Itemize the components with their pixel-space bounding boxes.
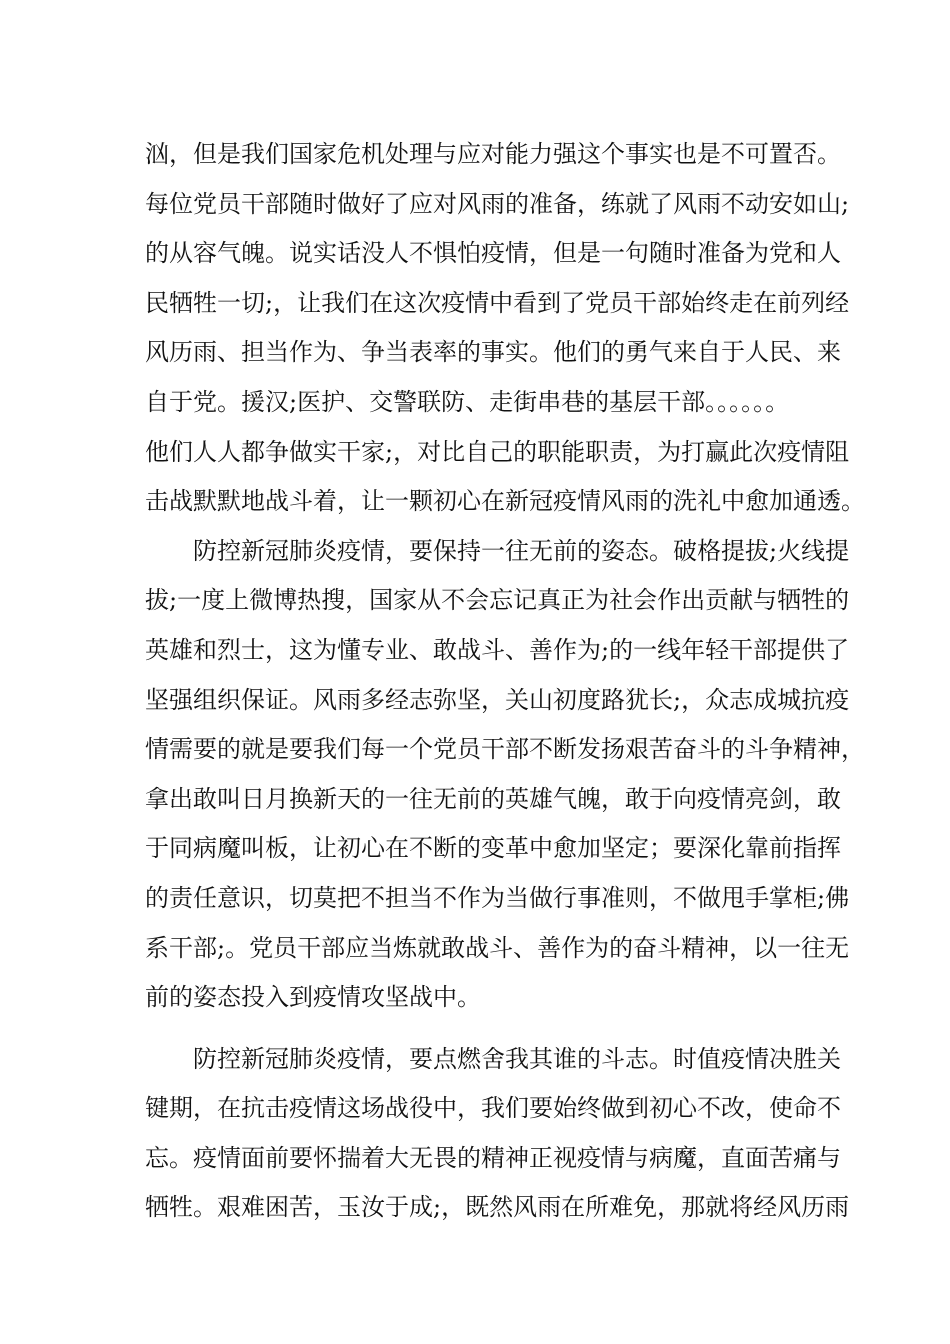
text-line: 情需要的就是要我们每一个党员干部不断发扬艰苦奋斗的斗争精神， bbox=[145, 735, 865, 764]
text-line: 防控新冠肺炎疫情，要点燃舍我其谁的斗志。时值疫情决胜关 bbox=[193, 1044, 841, 1073]
text-line: 于同病魔叫板，让初心在不断的变革中愈加坚定；要深化靠前指挥 bbox=[145, 834, 841, 863]
paragraph-2 bbox=[145, 527, 865, 1023]
text-line: 忘。疫情面前要怀揣着大无畏的精神正视疫情与病魔，直面苦痛与 bbox=[145, 1143, 841, 1172]
paragraph-1 bbox=[145, 130, 865, 527]
text-line: 汹，但是我们国家危机处理与应对能力强这个事实也是不可置否。 bbox=[145, 140, 841, 168]
text-line: 击战默默地战斗着，让一颗初心在新冠疫情风雨的洗礼中愈加通透。 bbox=[145, 487, 865, 516]
text-line: 键期，在抗击疫情这场战役中，我们要始终做到初心不改，使命不 bbox=[145, 1094, 841, 1123]
text-line: 牺牲。艰难困苦，玉汝于成;，既然风雨在所难免，那就将经风历雨 bbox=[145, 1193, 850, 1222]
text-line: 英雄和烈士，这为懂专业、敢战斗、善作为;的一线年轻干部提供了 bbox=[145, 635, 850, 664]
text-line: 他们人人都争做实干家;，对比自己的职能职责，为打赢此次疫情阻 bbox=[145, 437, 850, 466]
text-line: 坚强组织保证。风雨多经志弥坚，关山初度路犹长;，众志成城抗疫 bbox=[145, 685, 850, 714]
text-line: 防控新冠肺炎疫情，要保持一往无前的姿态。破格提拔;火线提 bbox=[193, 536, 850, 565]
text-line: 风历雨、担当作为、争当表率的事实。他们的勇气来自于人民、来 bbox=[145, 338, 841, 367]
document-body bbox=[145, 130, 865, 1233]
text-line: 自于党。援汉;医护、交警联防、走街串巷的基层干部。。。。。。 bbox=[145, 387, 790, 416]
text-line: 前的姿态投入到疫情攻坚战中。 bbox=[145, 983, 481, 1012]
text-line: 的责任意识，切莫把不担当不作为当做行事准则，不做甩手掌柜;佛 bbox=[145, 883, 850, 912]
text-line: 每位党员干部随时做好了应对风雨的准备，练就了风雨不动安如山; bbox=[145, 189, 850, 218]
text-line: 的从容气魄。说实话没人不惧怕疫情，但是一句随时准备为党和人 bbox=[145, 239, 841, 268]
text-line: 拔;一度上微博热搜，国家从不会忘记真正为社会作出贡献与牺牲的 bbox=[145, 586, 850, 615]
paragraph-3 bbox=[145, 1035, 850, 1233]
text-line: 系干部;。党员干部应当炼就敢战斗、善作为的奋斗精神，以一往无 bbox=[145, 933, 850, 962]
text-line: 拿出敢叫日月换新天的一往无前的英雄气魄，敢于向疫情亮剑，敢 bbox=[145, 784, 841, 813]
text-line: 民牺牲一切;，让我们在这次疫情中看到了党员干部始终走在前列经 bbox=[145, 288, 850, 317]
